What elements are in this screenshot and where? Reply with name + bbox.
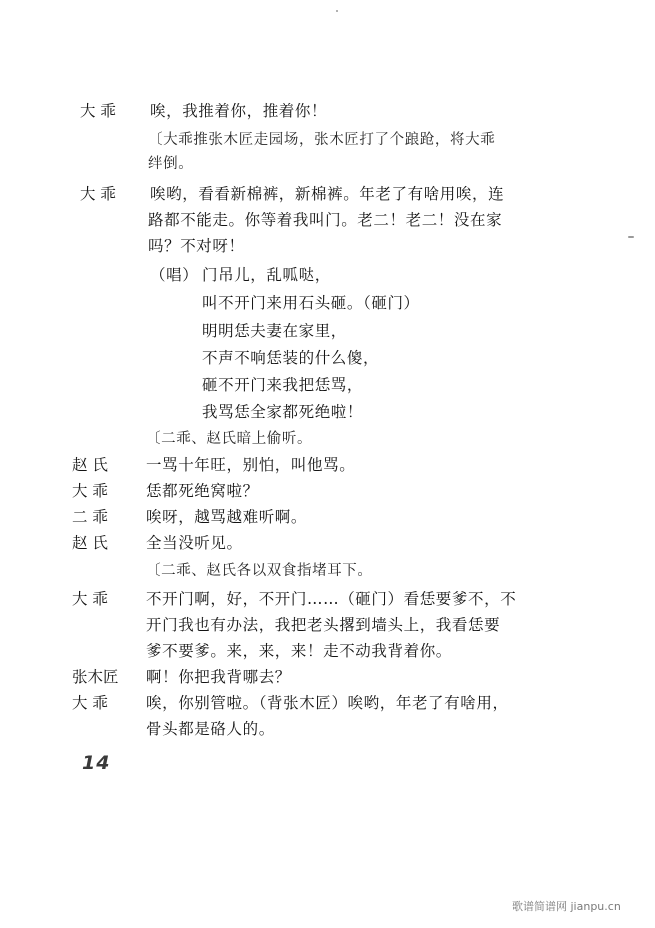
dialogue-line: 吗？不对呀！ bbox=[148, 237, 245, 255]
speaker-label: 张木匠 bbox=[72, 668, 119, 686]
scan-speck bbox=[336, 10, 338, 12]
stage-direction-line: 〔大乖推张木匠走园场，张木匠打了个踉跄，将大乖 bbox=[148, 132, 496, 148]
song-line: 明明恁夫妻在家里， bbox=[202, 322, 347, 340]
speaker-label: 赵 氏 bbox=[72, 456, 108, 474]
stage-direction-line: 〔二乖、赵氏暗上偷听。 bbox=[146, 431, 313, 447]
dialogue-line: 骨头都是硌人的。 bbox=[146, 720, 275, 738]
song-line: 叫不开门来用石头砸。（砸门） bbox=[202, 294, 420, 312]
stage-direction-line: 〔二乖、赵氏各以双食指堵耳下。 bbox=[146, 563, 373, 579]
dialogue-line: 唉呀，越骂越难听啊。 bbox=[146, 508, 308, 526]
dialogue-line: 爹不要爹。来，来，来！走不动我背着你。 bbox=[146, 642, 452, 660]
dialogue-line: 开门我也有办法，我把老头撂到墙头上，我看恁要 bbox=[146, 616, 501, 634]
dialogue-line: 唉，我推着你，推着你！ bbox=[150, 102, 328, 120]
page-number: 14 bbox=[82, 752, 111, 774]
speaker-label: 赵 氏 bbox=[72, 534, 108, 552]
scan-speck bbox=[628, 236, 634, 238]
dialogue-line: 路都不能走。你等着我叫门。老二！老二！没在家 bbox=[148, 211, 503, 229]
dialogue-line: 啊！你把我背哪去？ bbox=[146, 668, 291, 686]
song-label: （唱） bbox=[150, 266, 199, 284]
dialogue-line: 全当没听见。 bbox=[146, 534, 243, 552]
song-line: 砸不开门来我把恁骂， bbox=[202, 376, 364, 394]
dialogue-line: 一骂十年旺，别怕，叫他骂。 bbox=[146, 456, 356, 474]
speaker-label: 大 乖 bbox=[72, 694, 108, 712]
speaker-label: 大 乖 bbox=[80, 102, 116, 120]
speaker-label: 大 乖 bbox=[80, 185, 116, 203]
stage-direction-line: 绊倒。 bbox=[148, 156, 194, 172]
song-line: 我骂恁全家都死绝啦！ bbox=[202, 403, 364, 421]
speaker-label: 二 乖 bbox=[72, 508, 108, 526]
speaker-label: 大 乖 bbox=[72, 482, 108, 500]
speaker-label: 大 乖 bbox=[72, 590, 108, 608]
dialogue-line: 唉，你别管啦。（背张木匠）唉哟，年老了有啥用， bbox=[146, 694, 509, 712]
dialogue-line: 不开门啊，好，不开门……（砸门）看恁要爹不，不 bbox=[146, 590, 517, 608]
dialogue-line: 恁都死绝窝啦？ bbox=[146, 482, 259, 500]
song-line: 门吊儿，乱呱哒， bbox=[202, 266, 331, 284]
dialogue-line: 唉哟，看看新棉裤，新棉裤。年老了有啥用唉，连 bbox=[150, 185, 505, 203]
watermark-text: 歌谱简谱网 jianpu.cn bbox=[512, 900, 621, 913]
song-line: 不声不响恁装的什么傻， bbox=[202, 349, 380, 367]
